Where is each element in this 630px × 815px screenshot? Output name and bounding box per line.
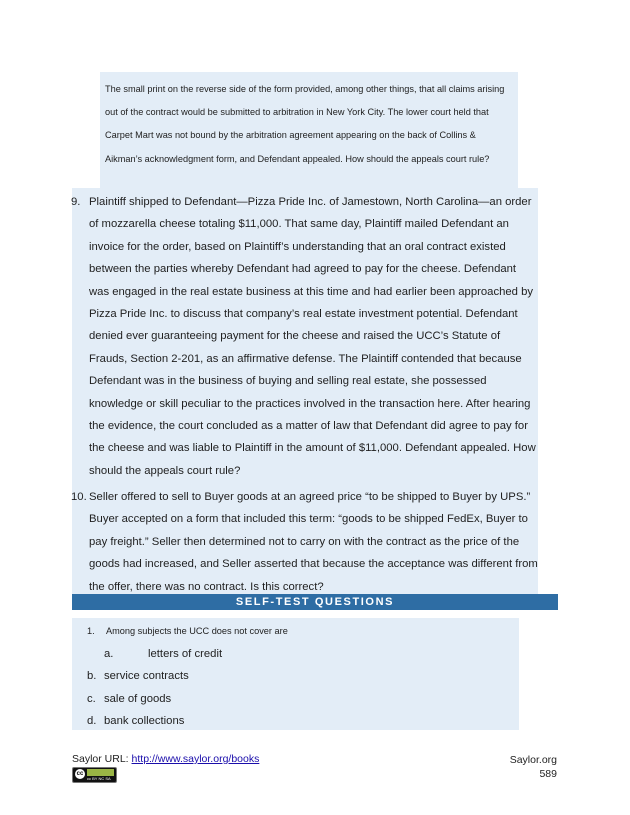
problem-8-text: The small print on the reverse side of the form provided, among other things, that all claims arising out of the contract would be submitted to arbitration in New York City. The lower court held that Carpet Mart was not bound by the arbitration agreement appearing on the back of Collins & Aikman’s acknowledgment form, and Defendant appealed. How should the appeals court rule? [105,84,505,164]
creative-commons-badge[interactable] [72,767,117,783]
option-b-text: service contracts [104,670,189,682]
option-c-letter: c. [87,693,96,705]
option-a-letter: a. [104,648,114,660]
footer-source-link[interactable]: http://www.saylor.org/books [131,753,260,765]
problem-8-continuation [100,72,518,188]
option-d-letter: d. [87,715,97,727]
option-d-text: bank collections [104,715,185,727]
footer-source-label: Saylor URL: [72,753,132,765]
question-1-number: 1. [87,626,95,636]
footer-page-number: 589 [539,768,557,780]
option-c-text: sale of goods [104,693,172,705]
self-test-heading: SELF-TEST QUESTIONS [72,594,558,610]
cc-license-text: cc BY NC SA [87,776,111,781]
cc-license-bar [87,769,114,776]
cc-logo-icon: cc [76,771,84,777]
problem-10 [72,486,538,598]
question-1-text: Among subjects the UCC does not cover are [106,626,288,636]
option-a-text: letters of credit [148,648,223,660]
problem-9-text: Plaintiff shipped to Defendant—Pizza Pride Inc. of Jamestown, North Carolina—an order of mozzarella cheese totaling $11,000. That same day, Plaintiff mailed Defendant an invoice for the order, based on Plaintiff’s understanding that an oral contract existed between the parties whereby Defendant had agreed to pay for the cheese. Defendant was engaged in the real estate business at this time and had earlier been approached by Pizza Pride Inc. to discuss that company’s real estate investment potential. Defendant denied ever guaranteeing payment for the cheese and raised the UCC’s Statute of Frauds, Section 2-201, as an affirmative defense. The Plaintiff contended that because Defendant was in the business of buying and selling real estate, she possessed knowledge or skill peculiar to the practices involved in the transaction here. After hearing the evidence, the court concluded as a matter of law that Defendant did agree to pay for the cheese and was liable to Plaintiff in the amount of $11,000. Defendant appealed. How should the appeals court rule? [89,196,536,477]
problem-10-text: Seller offered to sell to Buyer goods at an agreed price “to be shipped to Buyer by UPS.” Buyer accepted on a form that included this term: “goods to be shipped FedEx, Buyer to pay freight.” Seller then determined not to carry on with the contract as the price of the goods had increased, and Seller asserted that because the acceptance was different from the offer, there was no contract. Is this correct? [89,491,538,593]
footer-site: Saylor.org [509,754,557,766]
problem-9 [72,191,538,482]
footer-source [72,753,259,765]
footer-right [510,753,557,781]
option-b-letter: b. [87,670,97,682]
problem-10-number: 10. [71,491,87,503]
problem-9-number: 9. [71,196,81,208]
